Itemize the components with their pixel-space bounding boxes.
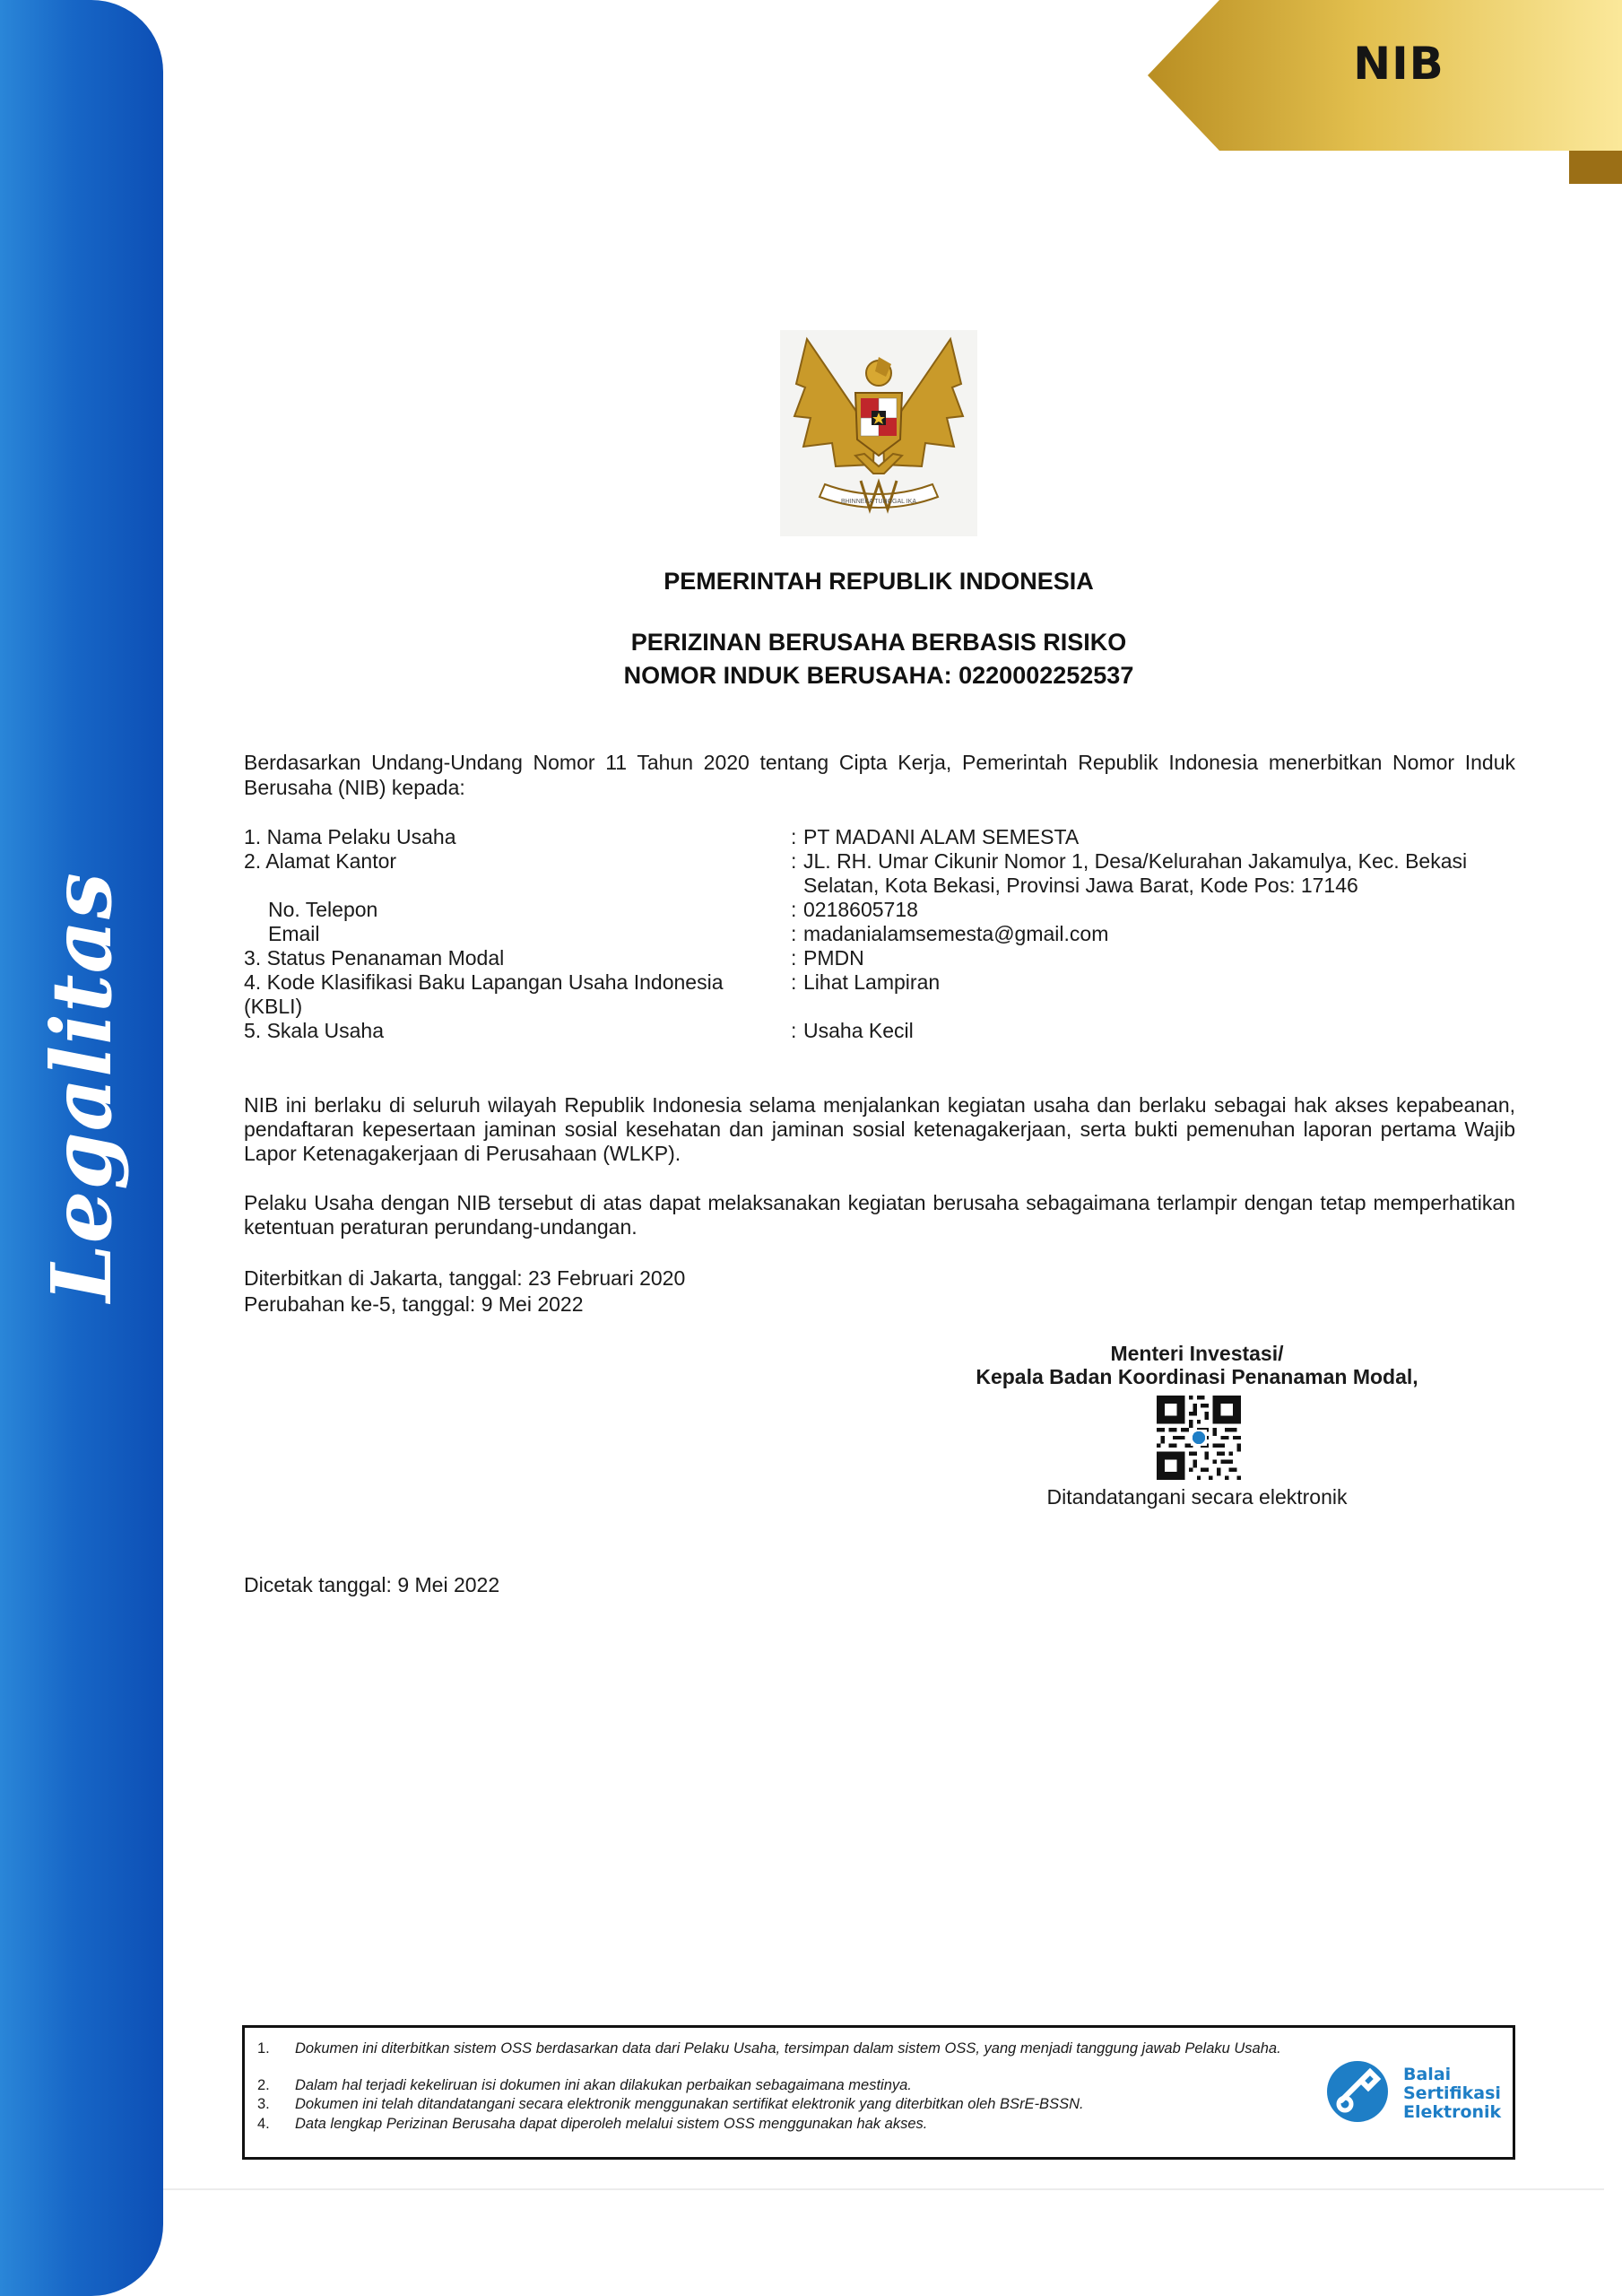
field-value: : Lihat Lampiran (791, 970, 1517, 995)
footnote-number: 3. (257, 2096, 270, 2112)
footnote (257, 2077, 1315, 2094)
footnote-number: 1. (257, 2040, 270, 2057)
footnote (257, 2096, 1315, 2113)
field-label: 3. Status Penanaman Modal (244, 946, 505, 970)
signature-qr-code (1157, 1396, 1241, 1480)
footnote-text: Dalam hal terjadi kekeliruan isi dokumen ini akan dilakukan perbaikan sebagaimana mestinya. (295, 2077, 912, 2093)
field-row (244, 946, 1517, 970)
side-band-label: Legalitas (33, 872, 130, 1302)
field-value: : madanialamsemesta@gmail.com (791, 922, 1517, 946)
heading-title: PERIZINAN BERUSAHA BERBASIS RISIKO (630, 629, 1127, 656)
electronic-signature-note: Ditandatangani secara elektronik (1046, 1485, 1348, 1509)
validity-paragraph: NIB ini berlaku di seluruh wilayah Republik Indonesia selama menjalankan kegiatan usaha dan berlaku sebagai hak akses kepabeanan, pendaftaran kepesertaan jaminan sosial kesehatan dan jaminan sosial ketenagakerjaan, serta bukti pemenuhan laporan pertama Wajib Lapor Ketenagakerjaan di Perusahaan (WLKP). (244, 1093, 1515, 1165)
footnote-number: 2. (257, 2077, 270, 2093)
footnote-text: Dokumen ini diterbitkan sistem OSS berdasarkan data dari Pelaku Usaha, tersimpan dalam sistem OSS, yang menjadi tanggung jawab Pelaku Usaha. (295, 2040, 1281, 2057)
field-label: 2. Alamat Kantor (244, 849, 397, 873)
field-row (244, 898, 1517, 922)
activity-paragraph: Pelaku Usaha dengan NIB tersebut di atas dapat melaksanakan kegiatan berusaha sebagaimana terlampir dengan tetap memperhatikan ketentuan peraturan perundang-undangan. (244, 1191, 1515, 1239)
bsre-text-line3: Elektronik (1403, 2102, 1502, 2122)
heading-government: PEMERINTAH REPUBLIK INDONESIA (664, 568, 1094, 595)
field-label: 4. Kode Klasifikasi Baku Lapangan Usaha Indonesia (KBLI) (244, 970, 724, 1018)
heading-nib-number: NOMOR INDUK BERUSAHA: 0220002252537 (623, 662, 1134, 689)
emblem-motto: BHINNEKA TUNGGAL IKA (840, 499, 917, 505)
business-fields (244, 825, 1517, 1043)
issued-date: Diterbitkan di Jakarta, tanggal: 23 Februari 2020 (244, 1266, 686, 1290)
field-row (244, 922, 1517, 946)
bsre-logo-text (1403, 2066, 1501, 2122)
garuda-emblem-icon (780, 330, 977, 536)
field-row (244, 970, 1517, 1019)
footnote (257, 2040, 1315, 2057)
field-label: Email (268, 922, 320, 945)
field-value: : JL. RH. Umar Cikunir Nomor 1, Desa/Kelurahan Jakamulya, Kec. Bekasi Selatan, Kota Bekasi, Provinsi Jawa Barat, Kode Pos: 17146 (791, 849, 1512, 898)
footnote (257, 2116, 1315, 2133)
bsre-logo-icon (1325, 2059, 1390, 2124)
footnote-number: 4. (257, 2116, 270, 2132)
printed-date: Dicetak tanggal: 9 Mei 2022 (244, 1573, 500, 1596)
field-label: 5. Skala Usaha (244, 1019, 384, 1042)
issue-dates (244, 1265, 685, 1318)
field-label: No. Telepon (268, 898, 378, 921)
page-divider (163, 2188, 1604, 2190)
amendment-date: Perubahan ke-5, tanggal: 9 Mei 2022 (244, 1292, 584, 1316)
intro-paragraph: Berdasarkan Undang-Undang Nomor 11 Tahun 2020 tentang Cipta Kerja, Pemerintah Republik Indonesia menerbitkan Nomor Induk Berusaha (NIB) kepada: (244, 751, 1515, 799)
footnote-text: Dokumen ini telah ditandatangani secara elektronik menggunakan sertifikat elektronik yang diterbitkan oleh BSrE-BSSN. (295, 2096, 1084, 2112)
field-value: : 0218605718 (791, 898, 1517, 922)
signatory-title-line2: Kepala Badan Koordinasi Penanaman Modal, (976, 1365, 1418, 1388)
bsre-text-line2: Sertifikasi (1403, 2083, 1501, 2103)
field-row (244, 849, 1517, 898)
nib-ribbon (1148, 0, 1622, 184)
field-value: : PMDN (791, 946, 1517, 970)
footnote-text: Data lengkap Perizinan Berusaha dapat diperoleh melalui sistem OSS menggunakan hak akses. (295, 2116, 928, 2132)
bsre-text-line1: Balai (1403, 2065, 1452, 2084)
signatory-block (932, 1342, 1462, 1388)
field-row (244, 1019, 1517, 1043)
field-value: : PT MADANI ALAM SEMESTA (791, 825, 1517, 849)
signatory-title-line1: Menteri Investasi/ (1110, 1342, 1284, 1365)
nib-ribbon-label: NIB (1353, 38, 1444, 90)
field-label: 1. Nama Pelaku Usaha (244, 825, 456, 848)
footnotes-box (242, 2025, 1515, 2160)
field-value: : Usaha Kecil (791, 1019, 1517, 1043)
field-row (244, 825, 1517, 849)
